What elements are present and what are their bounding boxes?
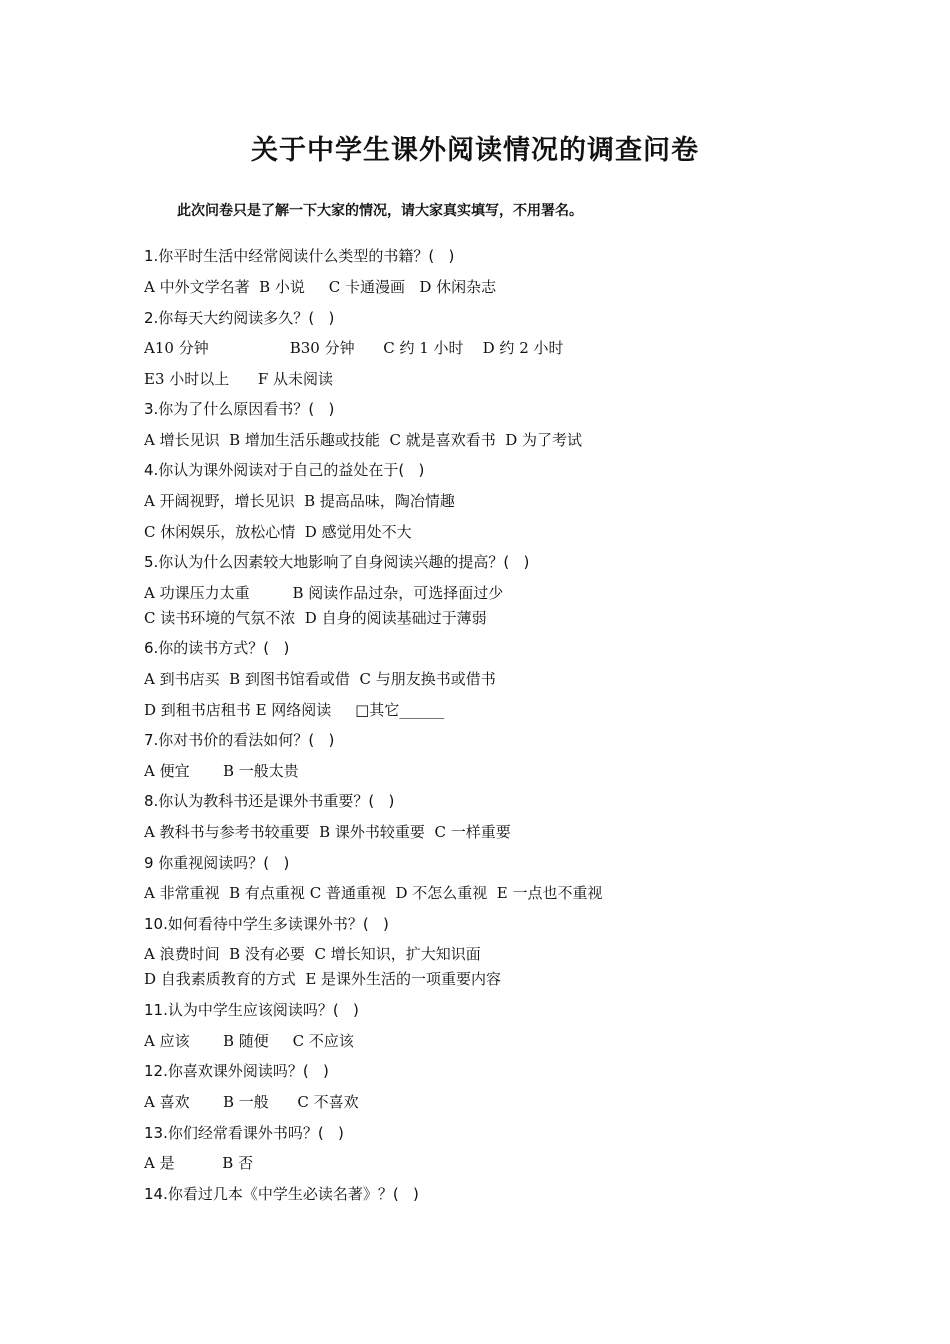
options-4a: A 开阔视野，增长见识 B 提高品味，陶冶情趣 xyxy=(144,492,455,510)
question-7: 7.你对书价的看法如何？( ) xyxy=(144,731,335,749)
question-10: 10.如何看待中学生多读课外书？( ) xyxy=(144,915,389,933)
options-2a: A10 分钟 B30 分钟 C 约 1 小时 D 约 2 小时 xyxy=(144,339,564,357)
question-13: 13.你们经常看课外书吗？( ) xyxy=(144,1124,344,1142)
question-1: 1.你平时生活中经常阅读什么类型的书籍？( ) xyxy=(144,247,455,265)
question-2: 2.你每天大约阅读多久？( ) xyxy=(144,309,335,327)
options-10b: D 自我素质教育的方式 E 是课外生活的一项重要内容 xyxy=(144,970,502,988)
question-5: 5.你认为什么因素较大地影响了自身阅读兴趣的提高？( ) xyxy=(144,553,530,571)
options-7: A 便宜 B 一般太贵 xyxy=(144,762,299,780)
options-4b: C 休闲娱乐，放松心情 D 感觉用处不大 xyxy=(144,523,412,541)
options-12: A 喜欢 B 一般 C 不喜欢 xyxy=(144,1093,359,1111)
options-3: A 增长见识 B 增加生活乐趣或技能 C 就是喜欢看书 D 为了考试 xyxy=(144,431,583,449)
question-6: 6.你的读书方式？( ) xyxy=(144,639,290,657)
question-9: 9 你重视阅读吗？( ) xyxy=(144,854,290,872)
question-11: 11.认为中学生应该阅读吗？( ) xyxy=(144,1001,359,1019)
question-3: 3.你为了什么原因看书？( ) xyxy=(144,400,335,418)
options-6b: D 到租书店租书 E 网络阅读 □其它______ xyxy=(144,701,445,719)
question-4: 4.你认为课外阅读对于自己的益处在于( ) xyxy=(144,461,425,479)
page-title: 关于中学生课外阅读情况的调查问卷 xyxy=(251,135,699,166)
options-1: A 中外文学名著 B 小说 C 卡通漫画 D 休闲杂志 xyxy=(144,278,497,296)
survey-intro: 此次问卷只是了解一下大家的情况，请大家真实填写，不用署名。 xyxy=(177,203,583,219)
options-2b: E3 小时以上 F 从未阅读 xyxy=(144,370,334,388)
options-10a: A 浪费时间 B 没有必要 C 增长知识，扩大知识面 xyxy=(144,945,481,963)
question-14: 14.你看过几本《中学生必读名著》？( ) xyxy=(144,1185,419,1203)
question-12: 12.你喜欢课外阅读吗？( ) xyxy=(144,1062,329,1080)
question-8: 8.你认为教科书还是课外书重要？( ) xyxy=(144,792,395,810)
options-9: A 非常重视 B 有点重视 C 普通重视 D 不怎么重视 E 一点也不重视 xyxy=(144,884,603,902)
options-5b: C 读书环境的气氛不浓 D 自身的阅读基础过于薄弱 xyxy=(144,609,487,627)
options-11: A 应该 B 随便 C 不应该 xyxy=(144,1032,354,1050)
options-13: A 是 B 否 xyxy=(144,1154,254,1172)
options-6a: A 到书店买 B 到图书馆看或借 C 与朋友换书或借书 xyxy=(144,670,496,688)
options-5a: A 功课压力太重 B 阅读作品过杂，可选择面过少 xyxy=(144,584,504,602)
options-8: A 教科书与参考书较重要 B 课外书较重要 C 一样重要 xyxy=(144,823,511,841)
